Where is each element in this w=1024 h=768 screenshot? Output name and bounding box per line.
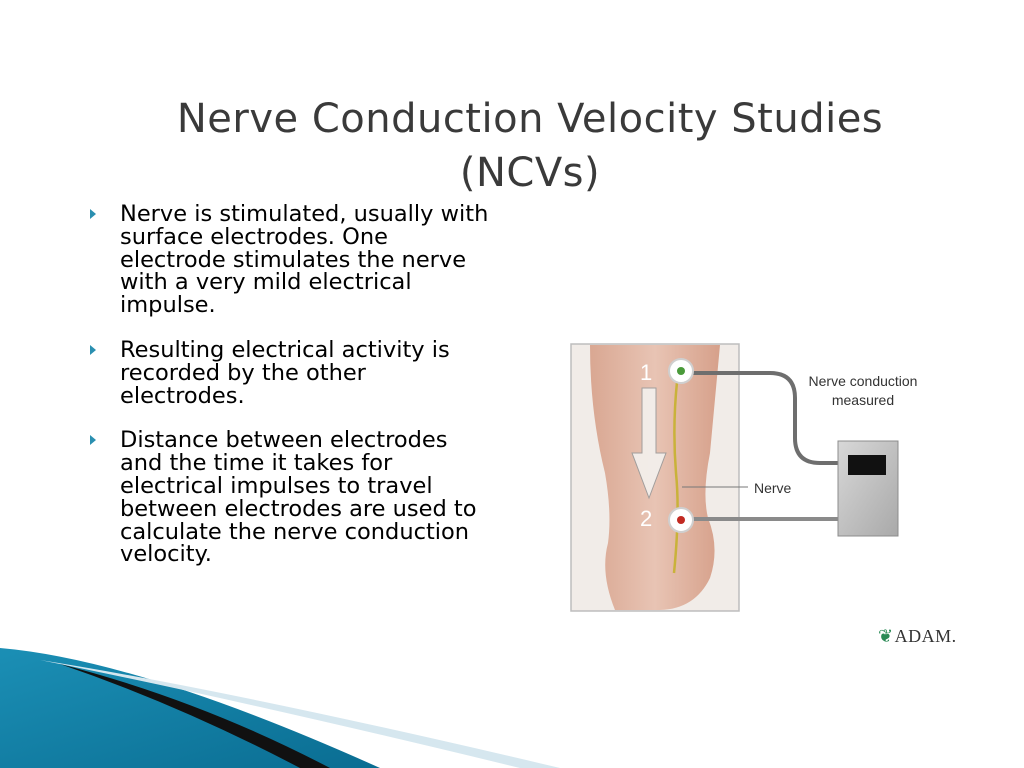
electrode-1-label: 1 — [640, 360, 653, 385]
measured-label-line-1: Nerve conduction — [808, 373, 918, 389]
bullet-text: Resulting electrical activity is recorded by the other electrodes. — [120, 336, 450, 409]
logo-text: ADAM. — [894, 626, 957, 646]
electrode-2-label: 2 — [640, 506, 653, 531]
bullet-text: Distance between electrodes and the time it takes for electrical impulses to travel between electrodes are used to calculate the nerve conduction velocity. — [120, 427, 477, 568]
title-line-1: Nerve Conduction Velocity Studies — [176, 96, 884, 142]
title-line-2: (NCVs) — [459, 150, 601, 196]
bullet-text: Nerve is stimulated, usually with surface electrodes. One electrode stimulates the nerve with a very mild electrical impulse. — [120, 201, 489, 319]
leaf-icon: ❦ — [878, 626, 894, 646]
measured-label-line-2: measured — [831, 392, 895, 408]
nerve-label: Nerve — [754, 480, 792, 496]
